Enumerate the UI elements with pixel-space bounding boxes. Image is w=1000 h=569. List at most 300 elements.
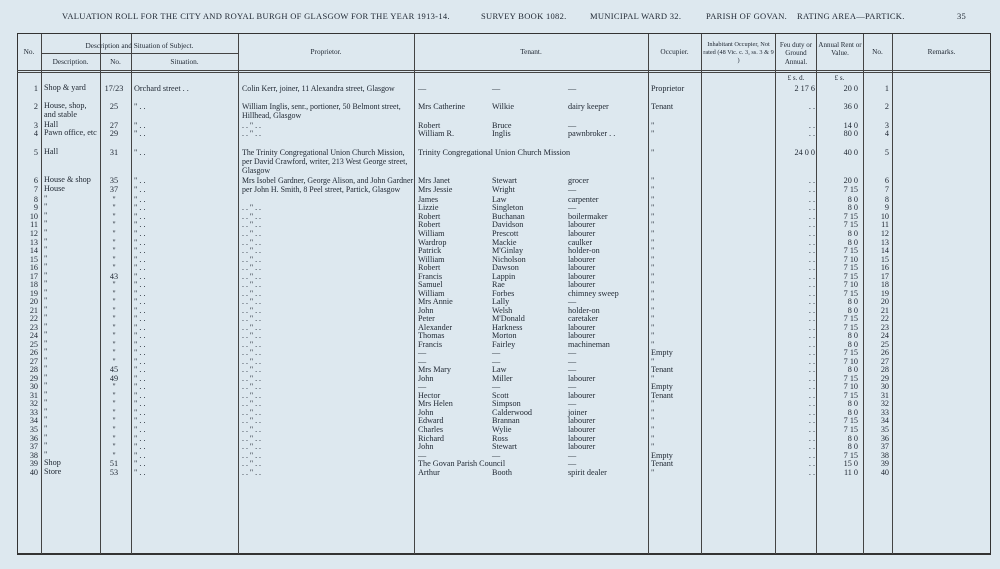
row-situation: " . . (134, 382, 146, 391)
row-situation: " . . (134, 451, 146, 460)
row-tenant-surname: Prescott (492, 229, 519, 238)
row-feu-duty: . . (808, 314, 815, 323)
row-description: Hall (44, 147, 59, 156)
row-tenant-surname: Nicholson (492, 255, 526, 264)
row-situation: " . . (134, 176, 146, 185)
row-number: 25 (29, 340, 38, 349)
row-tenant-surname: Wilkie (492, 102, 514, 111)
row-tenant-surname: Morton (492, 331, 517, 340)
row-description: " (44, 313, 48, 322)
row-description: " (44, 262, 48, 271)
header-rule (17, 70, 991, 71)
row-description: " (44, 441, 48, 450)
row-description: " (44, 202, 48, 211)
row-description: " (44, 228, 48, 237)
row-feu-duty: . . (808, 442, 815, 451)
row-description: Store (44, 467, 62, 476)
row-annual-value: 7 15 (843, 289, 858, 298)
roll-title: VALUATION ROLL FOR THE CITY AND ROYAL BURGH OF GLASGOW FOR THE YEAR 1913-14. (62, 11, 450, 21)
row-situation: " . . (134, 340, 146, 349)
row-tenant-surname: Bruce (492, 121, 512, 130)
row-street-number: 43 (109, 272, 119, 281)
row-feu-duty: . . (808, 468, 815, 477)
row-number: 37 (29, 442, 38, 451)
row-street-number: " (112, 314, 116, 323)
row-tenant-surname: Lally (492, 297, 510, 306)
row-number-right: 21 (880, 306, 889, 315)
row-tenant-first: Charles (418, 425, 444, 434)
row-tenant-occupation: labourer (568, 434, 596, 443)
row-occupier: " (651, 468, 655, 477)
row-street-number: 17/23 (104, 84, 124, 93)
row-tenant-surname: Buchanan (492, 212, 525, 221)
row-feu-duty: . . (808, 382, 815, 391)
row-number: 31 (29, 391, 38, 400)
row-occupier: " (651, 185, 655, 194)
row-description: " (44, 288, 48, 297)
row-proprietor: . . " . . (242, 255, 262, 264)
row-number-right: 11 (881, 220, 889, 229)
feu-units: £ s. d. (787, 74, 805, 82)
row-annual-value: 7 15 (843, 348, 858, 357)
row-occupier: " (651, 238, 655, 247)
row-description: Pawn office, etc (44, 128, 97, 137)
row-street-number: 51 (109, 459, 119, 468)
row-tenant-occupation: — (568, 297, 577, 306)
row-tenant-occupation: labourer (568, 229, 596, 238)
row-annual-value: 7 10 (843, 357, 858, 366)
row-tenant-occupation: chimney sweep (568, 289, 619, 298)
row-occupier: " (651, 203, 655, 212)
row-feu-duty: . . (808, 357, 815, 366)
row-occupier: " (651, 331, 655, 340)
row-proprietor: . . " . . (242, 306, 262, 315)
row-annual-value: 20 0 (843, 84, 858, 93)
row-annual-value: 7 15 (843, 212, 858, 221)
row-tenant-occupation: — (568, 365, 577, 374)
row-tenant-surname: Mackie (492, 238, 517, 247)
row-annual-value: 40 0 (843, 148, 858, 157)
row-number-right: 9 (884, 203, 889, 212)
row-occupier: " (651, 399, 655, 408)
row-tenant-occupation: caulker (568, 238, 593, 247)
row-number: 14 (29, 246, 38, 255)
row-annual-value: 8 0 (847, 408, 858, 417)
row-description: " (44, 271, 48, 280)
row-proprietor: . . " . . (242, 280, 262, 289)
row-annual-value: 80 0 (843, 129, 858, 138)
row-situation: " . . (134, 468, 146, 477)
row-tenant-surname: Forbes (492, 289, 515, 298)
col-header-situation: Situation. (170, 57, 199, 66)
row-description: " (44, 415, 48, 424)
row-description: " (44, 211, 48, 220)
row-situation: " . . (134, 442, 146, 451)
row-street-number: " (112, 451, 116, 460)
col-header-number: No. (110, 57, 121, 66)
row-tenant-first: Wardrop (418, 238, 447, 247)
row-tenant-occupation: labourer (568, 255, 596, 264)
row-feu-duty: . . (808, 289, 815, 298)
row-annual-value: 7 15 (843, 272, 858, 281)
row-feu-duty: . . (808, 272, 815, 281)
row-proprietor: . . " . . (242, 348, 262, 357)
row-tenant-occupation: machineman (568, 340, 610, 349)
row-number-right: 28 (880, 365, 889, 374)
row-proprietor: . . " . . (242, 220, 262, 229)
header-rule (41, 53, 238, 54)
row-number-right: 34 (880, 416, 889, 425)
row-tenant-surname: — (492, 348, 501, 357)
row-number-right: 12 (880, 229, 889, 238)
row-street-number: " (112, 212, 116, 221)
row-proprietor: The Trinity Congregational Union Church Mission, per David Crawford, writer, 213 West George street, Glasgow (242, 148, 408, 175)
row-situation: " . . (134, 195, 146, 204)
row-number-right: 39 (880, 459, 889, 468)
row-street-number: " (112, 408, 116, 417)
row-description: " (44, 296, 48, 305)
row-street-number: " (112, 357, 116, 366)
col-header-no-right: No. (872, 47, 883, 56)
row-annual-value: 7 15 (843, 314, 858, 323)
row-situation: " . . (134, 408, 146, 417)
row-street-number: " (112, 340, 116, 349)
col-header-tenant: Tenant. (520, 47, 542, 56)
row-number-right: 25 (880, 340, 889, 349)
row-number-right: 8 (884, 195, 889, 204)
row-situation: " . . (134, 263, 146, 272)
row-feu-duty: . . (808, 255, 815, 264)
row-situation: " . . (134, 289, 146, 298)
row-situation: " . . (134, 357, 146, 366)
row-proprietor: . . " . . (242, 121, 262, 130)
row-occupier: " (651, 408, 655, 417)
row-description: " (44, 305, 48, 314)
row-tenant-first: Francis (418, 272, 443, 281)
row-occupier: " (651, 272, 655, 281)
row-feu-duty: . . (808, 263, 815, 272)
row-occupier: " (651, 195, 655, 204)
row-number-right: 38 (880, 451, 889, 460)
row-tenant-first: — (418, 84, 427, 93)
row-description: " (44, 450, 48, 459)
row-street-number: " (112, 263, 116, 272)
row-occupier: Tenant (651, 391, 674, 400)
row-proprietor: . . " . . (242, 425, 262, 434)
row-occupier: " (651, 357, 655, 366)
row-proprietor: . . " . . (242, 451, 262, 460)
row-description: " (44, 390, 48, 399)
row-tenant-surname: Dawson (492, 263, 519, 272)
row-number-right: 18 (880, 280, 889, 289)
row-proprietor: . . " . . (242, 331, 262, 340)
row-tenant-occupation: labourer (568, 272, 596, 281)
row-tenant-first: William R. (418, 129, 455, 138)
row-number: 9 (33, 203, 38, 212)
row-situation: " . . (134, 331, 146, 340)
row-feu-duty: . . (808, 348, 815, 357)
row-situation: " . . (134, 391, 146, 400)
row-proprietor: . . " . . (242, 203, 262, 212)
row-street-number: 35 (109, 176, 119, 185)
row-number-right: 1 (884, 84, 889, 93)
row-feu-duty: . . (808, 399, 815, 408)
row-number-right: 17 (880, 272, 889, 281)
row-annual-value: 8 0 (847, 238, 858, 247)
row-situation: " . . (134, 185, 146, 194)
row-feu-duty: . . (808, 238, 815, 247)
row-annual-value: 36 0 (843, 102, 858, 111)
row-description: " (44, 433, 48, 442)
row-annual-value: 7 15 (843, 425, 858, 434)
row-tenant-occupation: holder-on (568, 306, 600, 315)
row-number: 23 (29, 323, 38, 332)
row-number: 8 (33, 195, 38, 204)
row-tenant-occupation: — (568, 451, 577, 460)
row-annual-value: 8 0 (847, 434, 858, 443)
row-proprietor: . . " . . (242, 129, 262, 138)
row-number-right: 10 (880, 212, 889, 221)
row-occupier: " (651, 323, 655, 332)
row-tenant-surname: Scott (492, 391, 509, 400)
row-occupier: " (651, 374, 655, 383)
row-street-number: 53 (109, 468, 119, 477)
row-proprietor: . . " . . (242, 246, 262, 255)
row-situation: " . . (134, 425, 146, 434)
row-situation: " . . (134, 434, 146, 443)
row-number: 28 (29, 365, 38, 374)
row-number: 30 (29, 382, 38, 391)
row-tenant-occupation: labourer (568, 280, 596, 289)
page-header (0, 0, 1000, 28)
row-annual-value: 11 0 (843, 468, 858, 477)
row-description: " (44, 339, 48, 348)
row-number: 6 (33, 176, 38, 185)
row-situation: " . . (134, 102, 146, 111)
municipal-ward: MUNICIPAL WARD 32. (590, 11, 682, 21)
row-annual-value: 7 15 (843, 263, 858, 272)
row-annual-value: 8 0 (847, 306, 858, 315)
row-feu-duty: 24 0 0 (794, 148, 815, 157)
row-number: 19 (29, 289, 38, 298)
row-street-number: " (112, 255, 116, 264)
row-tenant-first: James (418, 195, 439, 204)
row-number: 38 (29, 451, 38, 460)
row-tenant-surname: Simpson (492, 399, 521, 408)
row-tenant-surname: M'Donald (492, 314, 525, 323)
col-header-annual-value: Annual Rent or Value. (818, 41, 862, 58)
row-feu-duty: . . (808, 391, 815, 400)
row-tenant-occupation: — (568, 382, 577, 391)
row-street-number: 49 (109, 374, 119, 383)
row-tenant-first: — (418, 348, 427, 357)
row-description: " (44, 237, 48, 246)
row-annual-value: 7 15 (843, 220, 858, 229)
row-number: 2 (33, 102, 38, 111)
row-occupier: " (651, 314, 655, 323)
row-tenant-first: Thomas (418, 331, 445, 340)
row-feu-duty: . . (808, 246, 815, 255)
row-tenant-surname: Wylie (492, 425, 512, 434)
row-occupier: " (651, 121, 655, 130)
row-number-right: 14 (880, 246, 889, 255)
row-annual-value: 7 10 (843, 255, 858, 264)
row-number: 17 (29, 272, 38, 281)
row-proprietor: . . " . . (242, 229, 262, 238)
row-occupier: Tenant (651, 102, 674, 111)
row-number-right: 7 (884, 185, 889, 194)
row-number: 39 (29, 459, 38, 468)
row-number-right: 29 (880, 374, 889, 383)
row-tenant-first: — (418, 357, 427, 366)
row-tenant-occupation: labourer (568, 374, 596, 383)
row-proprietor: Colin Kerr, joiner, 11 Alexandra street, Glasgow (242, 84, 395, 93)
row-tenant-occupation: labourer (568, 331, 596, 340)
row-tenant-first: Robert (418, 121, 441, 130)
row-situation: " . . (134, 314, 146, 323)
row-feu-duty: . . (808, 176, 815, 185)
row-feu-duty: . . (808, 129, 815, 138)
row-description: " (44, 364, 48, 373)
row-situation: " . . (134, 272, 146, 281)
row-tenant-occupation: labourer (568, 425, 596, 434)
row-number: 13 (29, 238, 38, 247)
row-number: 3 (33, 121, 38, 130)
col-header-occupier: Occupier. (660, 47, 689, 56)
row-tenant-occupation: — (568, 121, 577, 130)
row-proprietor: . . " . . (242, 272, 262, 281)
row-tenant-surname: Brannan (492, 416, 520, 425)
row-street-number: " (112, 382, 116, 391)
row-street-number: " (112, 297, 116, 306)
row-annual-value: 8 0 (847, 399, 858, 408)
col-header-inhabitant-occupier: Inhabitant Occupier, Not rated (48 Vic. c. 3, ss. 3 & 9 ) (703, 41, 774, 64)
col-header-no: No. (23, 47, 35, 56)
row-tenant-first: Mrs Mary (418, 365, 451, 374)
row-feu-duty: . . (808, 374, 815, 383)
row-proprietor: . . " . . (242, 399, 262, 408)
row-situation: " . . (134, 212, 146, 221)
row-annual-value: 15 0 (843, 459, 858, 468)
row-tenant-surname: Inglis (492, 129, 511, 138)
row-description: Shop & yard (44, 83, 86, 92)
row-feu-duty: . . (808, 203, 815, 212)
row-tenant-occupation: — (568, 399, 577, 408)
row-occupier: Tenant (651, 365, 674, 374)
row-annual-value: 20 0 (843, 176, 858, 185)
row-proprietor: . . " . . (242, 442, 262, 451)
row-tenant-first: John (418, 408, 434, 417)
row-tenant-first: Francis (418, 340, 443, 349)
row-occupier: " (651, 425, 655, 434)
row-proprietor: . . " . . (242, 238, 262, 247)
row-tenant-surname: — (492, 84, 501, 93)
row-tenant-first: Alexander (418, 323, 453, 332)
row-number-right: 6 (884, 176, 889, 185)
row-proprietor: William Inglis, senr., portioner, 50 Belmont street, Hillhead, Glasgow (242, 102, 401, 120)
row-number-right: 26 (880, 348, 889, 357)
row-street-number: " (112, 434, 116, 443)
row-number-right: 19 (880, 289, 889, 298)
row-occupier: " (651, 289, 655, 298)
row-feu-duty: . . (808, 102, 815, 111)
row-number-right: 33 (880, 408, 889, 417)
row-proprietor: . . " . . (242, 374, 262, 383)
row-tenant-first: Mrs Helen (418, 399, 453, 408)
col-rule (238, 34, 239, 554)
row-occupier: " (651, 129, 655, 138)
row-number-right: 35 (880, 425, 889, 434)
row-street-number: " (112, 238, 116, 247)
row-annual-value: 7 15 (843, 451, 858, 460)
row-proprietor: . . " . . (242, 263, 262, 272)
row-tenant-surname: — (492, 382, 501, 391)
row-situation: " . . (134, 416, 146, 425)
row-feu-duty: . . (808, 425, 815, 434)
col-rule (131, 34, 132, 554)
row-street-number: " (112, 442, 116, 451)
row-number-right: 5 (884, 148, 889, 157)
row-proprietor: Mrs Isobel Gardner, George Alison, and John Gardner per John H. Smith, 8 Peel street, Partick, Glasgow (242, 176, 414, 194)
row-street-number: " (112, 391, 116, 400)
row-number: 40 (29, 468, 38, 477)
row-number-right: 15 (880, 255, 889, 264)
row-proprietor: . . " . . (242, 340, 262, 349)
row-number: 18 (29, 280, 38, 289)
row-number: 10 (29, 212, 38, 221)
row-tenant-surname: Singleton (492, 203, 524, 212)
value-units: £ s. (834, 74, 845, 82)
row-tenant-occupation: labourer (568, 442, 596, 451)
row-occupier: Tenant (651, 459, 674, 468)
row-situation: " . . (134, 365, 146, 374)
row-tenant-surname: Calderwood (492, 408, 533, 417)
row-description: " (44, 254, 48, 263)
survey-book: SURVEY BOOK 1082. (481, 11, 567, 21)
row-proprietor: . . " . . (242, 289, 262, 298)
row-situation: " . . (134, 203, 146, 212)
row-number-right: 22 (880, 314, 889, 323)
row-street-number: " (112, 425, 116, 434)
row-number: 22 (29, 314, 38, 323)
row-description: " (44, 356, 48, 365)
row-tenant-surname: Law (492, 365, 507, 374)
rating-area: RATING AREA—PARTICK. (797, 11, 905, 21)
row-number-right: 24 (880, 331, 889, 340)
row-tenant-first: Robert (418, 220, 441, 229)
row-street-number: " (112, 399, 116, 408)
page-number: 35 (957, 11, 967, 21)
row-tenant-surname: Stewart (492, 176, 518, 185)
row-tenant-surname: Welsh (492, 306, 513, 315)
row-tenant-occupation: — (568, 357, 577, 366)
row-occupier: " (651, 297, 655, 306)
row-annual-value: 8 0 (847, 365, 858, 374)
row-number: 11 (30, 220, 38, 229)
row-feu-duty: . . (808, 195, 815, 204)
row-feu-duty: . . (808, 451, 815, 460)
row-situation: " . . (134, 297, 146, 306)
row-number-right: 2 (884, 102, 889, 111)
row-number-right: 4 (884, 129, 889, 138)
row-description: " (44, 322, 48, 331)
col-header-description-group: Description and Situation of Subject. (85, 41, 194, 50)
row-tenant-surname: Stewart (492, 442, 518, 451)
row-description: " (44, 194, 48, 203)
row-tenant-first: John (418, 442, 434, 451)
row-street-number: " (112, 220, 116, 229)
row-street-number: 25 (109, 102, 119, 111)
